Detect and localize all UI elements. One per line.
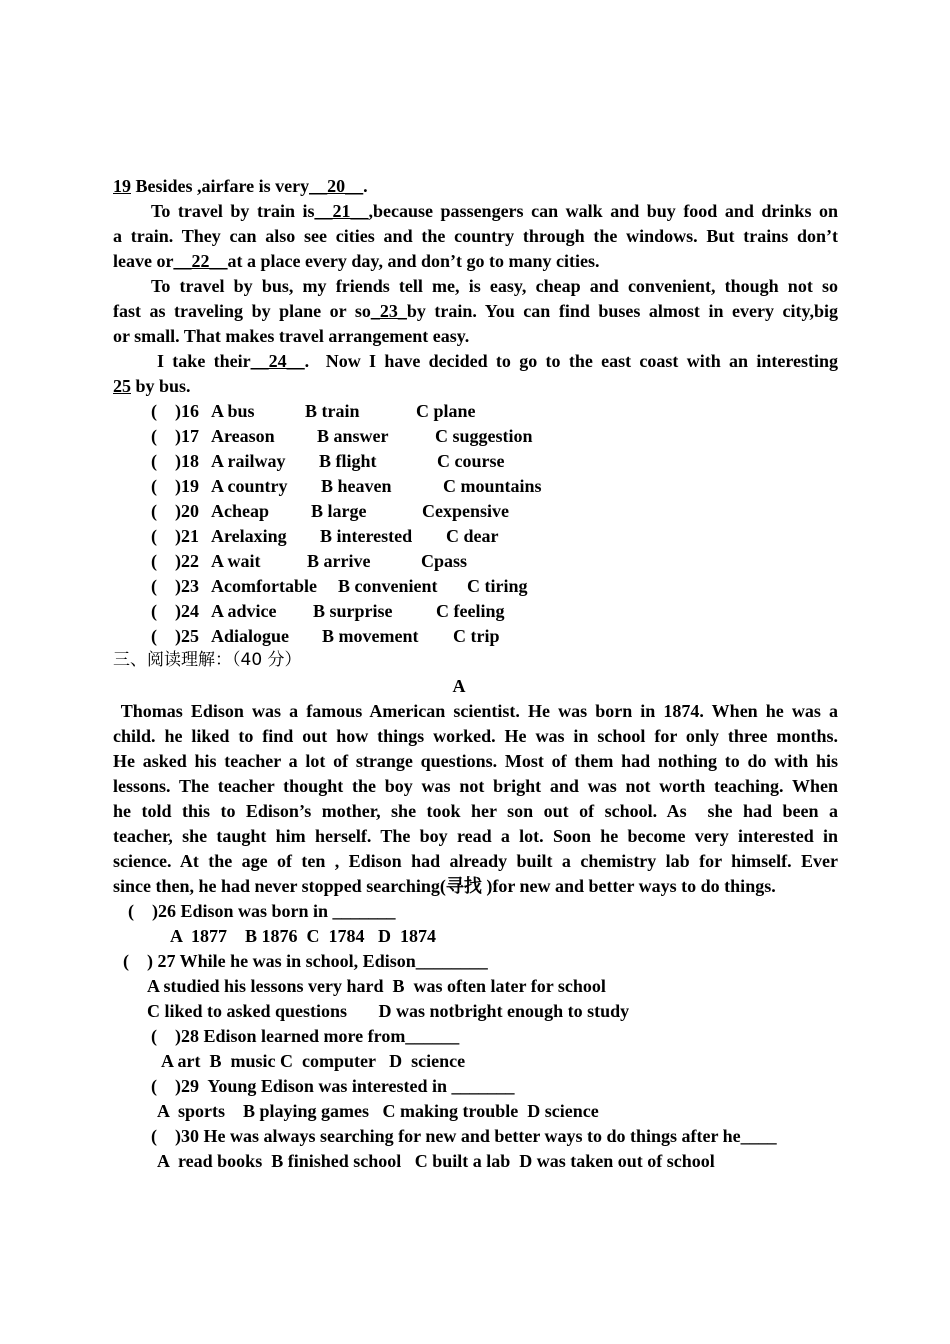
option-c: C tiring — [467, 576, 528, 596]
option-a: A bus — [211, 401, 255, 421]
option-b: B interested — [320, 526, 413, 546]
passage-line: he told this to Edison’s mother, she took her son out of school. As she had been a — [113, 801, 838, 821]
question-30-options: A read books B finished school C built a lab D was taken out of school — [157, 1151, 715, 1171]
option-b: B movement — [322, 626, 419, 646]
option-a: Adialogue — [211, 626, 290, 646]
question-number: ( )20 — [151, 501, 199, 521]
cloze-text: To travel by train is — [151, 201, 315, 221]
passage-line: science. At the age of ten , Edison had already built a chemistry lab for himself. Ever — [113, 851, 838, 871]
question-number: ( )23 — [151, 576, 199, 596]
option-b: B answer — [317, 426, 389, 446]
blank-24: __24__ — [250, 351, 305, 371]
passage-line: child. he liked to find out how things worked. He was in school for only three months. — [113, 726, 838, 746]
cloze-line-19 — [113, 174, 838, 199]
option-b: B surprise — [313, 601, 393, 621]
blank-21: __21__ — [314, 201, 369, 221]
option-c: C course — [437, 451, 505, 471]
question-number: ( )24 — [151, 601, 199, 621]
question-27: ( ) 27 While he was in school, Edison________ — [123, 951, 488, 971]
blank-23: _23_ — [370, 301, 407, 321]
option-b: B flight — [319, 451, 377, 471]
option-a: A railway — [211, 451, 286, 471]
option-c: Cpass — [421, 551, 468, 571]
cloze-line-21 — [113, 199, 838, 224]
question-27-options: A studied his lessons very hard B was often later for school — [147, 976, 606, 996]
passage-label: A — [452, 676, 466, 696]
option-a: A country — [211, 476, 288, 496]
question-number: ( )21 — [151, 526, 199, 546]
cloze-text: by train. You can find buses almost in every city,big — [406, 301, 838, 321]
cloze-line-23 — [113, 299, 838, 324]
cloze-text: by bus. — [131, 376, 191, 396]
blank-19: 19 — [113, 176, 131, 196]
section-heading: 三、阅读理解：（40 分） — [113, 650, 302, 670]
option-a: Arelaxing — [211, 526, 287, 546]
cloze-text: ,because passengers can walk and buy food and drinks on — [368, 201, 838, 221]
option-b: B heaven — [321, 476, 392, 496]
passage-line: since then, he had never stopped searching(寻找 )for new and better ways to do things. — [113, 876, 776, 896]
cloze-line-24 — [113, 349, 838, 374]
option-c: C mountains — [443, 476, 542, 496]
option-c: C dear — [446, 526, 499, 546]
blank-22: __22__ — [173, 251, 228, 271]
option-b: B arrive — [307, 551, 371, 571]
question-28-options: A art B music C computer D science — [161, 1051, 466, 1071]
option-a: Acheap — [211, 501, 269, 521]
cloze-text: Besides ,airfare is very — [131, 176, 310, 196]
passage-line: teacher, she taught him herself. The boy read a lot. Soon he become very interested in — [113, 826, 838, 846]
question-number: ( )16 — [151, 401, 199, 421]
option-a: Areason — [211, 426, 275, 446]
cloze-text: fast as traveling by plane or so — [113, 301, 371, 321]
option-c: C trip — [453, 626, 500, 646]
cloze-line: or small. That makes travel arrangement easy. — [113, 326, 470, 346]
cloze-text: . Now I have decided to go to the east coast with an interesting — [304, 351, 838, 371]
option-a: A advice — [211, 601, 277, 621]
passage-line: lessons. The teacher thought the boy was not bright and was not worth teaching. When — [113, 776, 838, 796]
option-a: A wait — [211, 551, 261, 571]
passage-line: Thomas Edison was a famous American scientist. He was born in 1874. When he was a — [113, 701, 838, 721]
cloze-line: To travel by bus, my friends tell me, is easy, cheap and convenient, though not so — [151, 276, 838, 296]
option-b: B convenient — [338, 576, 438, 596]
question-29: ( )29 Young Edison was interested in _______ — [151, 1076, 515, 1096]
blank-25: 25 — [113, 376, 131, 396]
blank-20: __20__ — [309, 176, 364, 196]
question-number: ( )25 — [151, 626, 199, 646]
question-number: ( )19 — [151, 476, 199, 496]
question-26-options: A 1877 B 1876 C 1784 D 1874 — [170, 926, 437, 946]
option-b: B large — [311, 501, 367, 521]
option-c: C plane — [416, 401, 476, 421]
option-a: Acomfortable — [211, 576, 317, 596]
question-29-options: A sports B playing games C making trouble D science — [157, 1101, 599, 1121]
question-27-options: C liked to asked questions D was notbright enough to study — [147, 1001, 630, 1021]
cloze-line-22 — [113, 249, 838, 274]
question-30: ( )30 He was always searching for new and better ways to do things after he____ — [151, 1126, 777, 1146]
option-c: C suggestion — [435, 426, 533, 446]
question-number: ( )22 — [151, 551, 199, 571]
option-b: B train — [305, 401, 360, 421]
question-26: ( )26 Edison was born in _______ — [128, 901, 396, 921]
cloze-text: I take their — [157, 351, 251, 371]
cloze-text: leave or — [113, 251, 174, 271]
cloze-line-25 — [113, 374, 838, 399]
question-number: ( )17 — [151, 426, 199, 446]
cloze-text: . — [363, 176, 368, 196]
passage-line: He asked his teacher a lot of strange questions. Most of them had nothing to do with his — [113, 751, 838, 771]
option-c: Cexpensive — [422, 501, 509, 521]
cloze-text: at a place every day, and don’t go to many cities. — [227, 251, 600, 271]
question-number: ( )18 — [151, 451, 199, 471]
cloze-line: a train. They can also see cities and the country through the windows. But trains don’t — [113, 226, 838, 246]
option-c: C feeling — [436, 601, 505, 621]
question-28: ( )28 Edison learned more from______ — [151, 1026, 460, 1046]
